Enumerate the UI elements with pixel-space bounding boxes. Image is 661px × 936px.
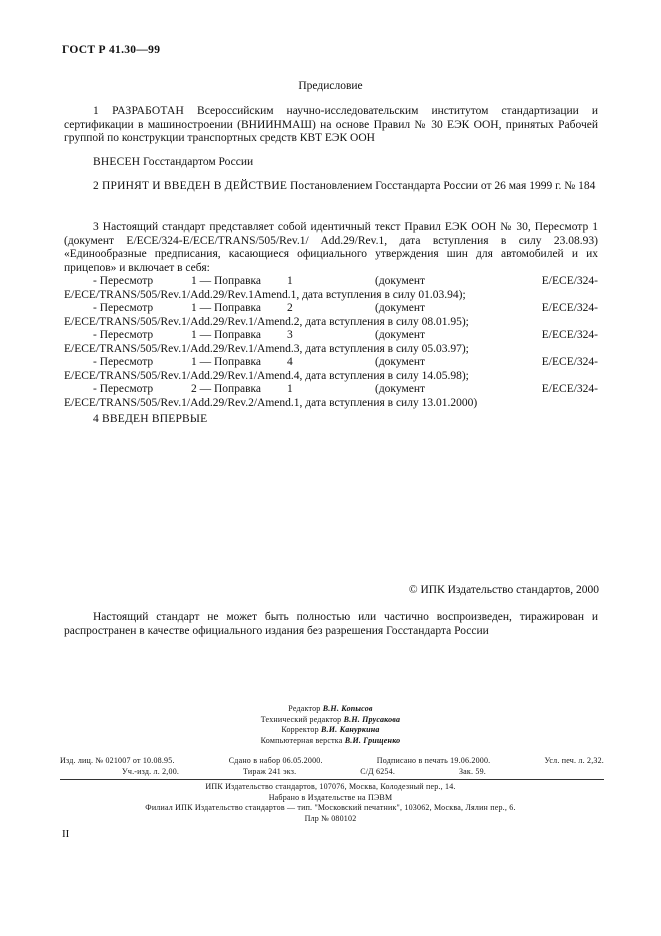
section-developed	[64, 105, 598, 146]
section-first-introduced: 4 ВВЕДЕН ВПЕРВЫЕ	[93, 413, 208, 425]
credit-line: Корректор В.И. Кануркина	[281, 725, 380, 734]
section-developed-text: Всероссийским научно-исследовательским институтом стандартизации и сертификации в машиностроении (ВНИИНМАШ) на основе Правил № 30 ЕЭК ООН, принятых Рабочей группой по конструкции транспортных средств КВТ ЕЭК ООН	[64, 105, 598, 144]
credit-line: Редактор В.Н. Копысов	[288, 704, 373, 713]
reproduction-notice: Настоящий стандарт не может быть полностью или частично воспроизведен, тиражирован и распространен в качестве официального издания без разрешения Госстандарта России	[64, 611, 598, 637]
publication-row: Уч.-изд. л. 2,00. Тираж 241 экз. С/Д 6254. Зак. 59.	[122, 766, 486, 776]
credit-line: Технический редактор В.Н. Прусакова	[260, 714, 401, 724]
section-developed-lead: 1 РАЗРАБОТАН	[93, 105, 185, 117]
credit-line: Компьютерная верстка В.И. Грищенко	[260, 735, 401, 745]
section-adopted-text: Постановлением Госстандарта России от 26 мая 1999 г. № 184	[287, 180, 596, 192]
revision-list	[64, 275, 598, 410]
copyright-line: © ИПК Издательство стандартов, 2000	[408, 584, 599, 596]
revision-item: - Пересмотр 1 — Поправка 3 (документ E/ECE/324- E/ECE/TRANS/505/Rev.1/Add.29/Rev.1/Amend.3, дата вступления в силу 05.03.97);	[64, 329, 598, 355]
revision-item: - Пересмотр 1 — Поправка 4 (документ E/ECE/324- E/ECE/TRANS/505/Rev.1/Add.29/Rev.1/Amend.4, дата вступления в силу 14.05.98);	[64, 356, 598, 382]
publication-details	[60, 756, 604, 777]
editorial-credits	[0, 704, 661, 746]
printer-details: ИПК Издательство стандартов, 107076, Москва, Колодезный пер., 14. Набрано в Издательстве на ПЭВМ Филиал ИПК Издательство стандартов — тип. "Московский печатник", 103062, Москва, Лялин пер., 6. Плр № 080102	[145, 782, 516, 823]
section-adopted-lead: 2 ПРИНЯТ И ВВЕДЕН В ДЕЙСТВИЕ	[93, 180, 288, 192]
revision-item: - Пересмотр 1 — Поправка 1 (документ E/ECE/324- E/ECE/TRANS/505/Rev.1/Add.29/Rev.1Amend.1, дата вступления в силу 01.03.94);	[64, 275, 598, 301]
section-introduced-text: Госстандартом России	[140, 156, 254, 168]
section-identical-text: 3 Настоящий стандарт представляет собой идентичный текст Правил ЕЭК ООН № 30, Пересмотр 1 (документ E/ECE/324-E/ECE/TRANS/505/Rev.1/ Add.29/Rev.1, дата вступления в силу 23.08.93) «Единообразные предписания, касающиеся официального утверждения шин для автомобилей и их прицепов» и включает в себя:	[64, 221, 598, 274]
section-adopted	[64, 180, 598, 194]
divider	[60, 779, 604, 780]
page-title: Предисловие	[298, 80, 363, 92]
revision-item: - Пересмотр 2 — Поправка 1 (документ E/ECE/324- E/ECE/TRANS/505/Rev.1/Add.29/Rev.2/Amend.1, дата вступления в силу 13.01.2000)	[64, 383, 598, 409]
section-introduced-lead: ВНЕСЕН	[93, 156, 141, 168]
publication-row: Изд. лиц. № 021007 от 10.08.95. Сдано в набор 06.05.2000. Подписано в печать 19.06.2000. Усл. печ. л. 2,32.	[60, 756, 604, 765]
section-introduced	[64, 156, 598, 170]
section-identical	[64, 221, 598, 410]
revision-item: - Пересмотр 1 — Поправка 2 (документ E/ECE/324- E/ECE/TRANS/505/Rev.1/Add.29/Rev.1/Amend.2, дата вступления в силу 08.01.95);	[64, 302, 598, 328]
document-code: ГОСТ Р 41.30—99	[62, 44, 161, 56]
page-number: II	[62, 828, 70, 840]
